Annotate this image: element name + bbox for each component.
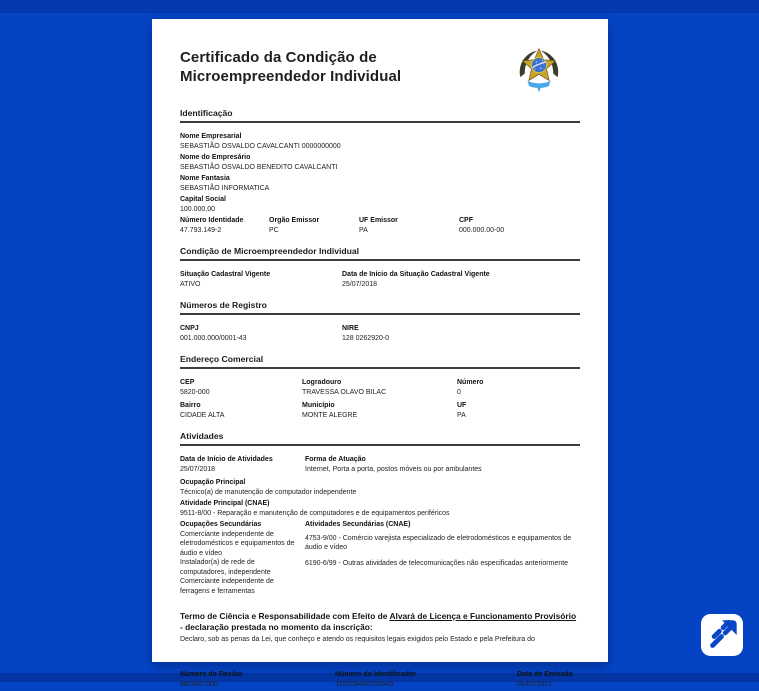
field-value: 01/01/2021	[517, 680, 553, 688]
field-value: 310209460156545	[335, 680, 394, 688]
field-value: 001.000.000/0001-43	[180, 334, 247, 342]
field-label: Ocupações Secundárias	[180, 521, 262, 528]
list-item: Instalador(a) de rede de computadores, independente	[180, 559, 271, 576]
page-title-line1: Certificado da Condição de	[180, 49, 377, 66]
termo-heading-prefix: Termo de Ciência e Responsabilidade com Efeito de	[180, 611, 390, 621]
field-label: Nome Fantasia	[180, 175, 230, 182]
list-item: 4753-9/00 - Comércio varejista especializado de eletrodomésticos e equipamentos de áudio e vídeo	[305, 534, 572, 551]
field-cpf	[459, 216, 580, 235]
field-value: 128 0262920-0	[342, 334, 390, 342]
termo-section	[180, 611, 580, 645]
field-value: 25/07/2018	[342, 280, 378, 288]
field-value: SEBASTIÃO OSVALDO CAVALCANTI 0000000000	[180, 142, 341, 150]
field-nome-fantasia	[180, 174, 580, 193]
section-header-atividades: Atividades	[180, 431, 580, 446]
field-data-emissao	[517, 670, 580, 689]
field-value: SEBASTIÃO INFORMATICA	[180, 184, 270, 192]
field-nome-empresarial	[180, 132, 580, 151]
field-cnpj	[180, 324, 342, 343]
field-uf-emissor	[359, 216, 459, 235]
section-header-numeros-registro: Números de Registro	[180, 300, 580, 315]
field-label: Orgão Emissor	[269, 217, 320, 224]
field-label: NIRE	[342, 325, 359, 332]
field-label: Atividade Principal (CNAE)	[180, 500, 270, 507]
field-value: Técnico(a) de manutenção de computador independente	[180, 488, 357, 496]
field-value: 000.000.00-00	[459, 226, 505, 234]
section-header-endereco: Endereço Comercial	[180, 354, 580, 369]
field-label: Número do Recibo	[180, 671, 243, 678]
list-item: Comerciante independente de eletrodomésticos e equipamentos de áudio e vídeo	[180, 530, 295, 557]
field-numero-identificador	[335, 670, 517, 689]
brazil-coat-of-arms-icon	[512, 46, 566, 99]
field-value: 9511-8/00 - Reparação e manutenção de computadores e de equipamentos periféricos	[180, 509, 450, 517]
atividades-secundarias-row	[180, 520, 580, 596]
field-municipio	[302, 401, 457, 420]
field-value: Internet, Porta a porta, postos móveis ou por ambulantes	[305, 465, 482, 473]
page-title-line2: Microempreendedor Individual	[180, 68, 402, 85]
endereco-row-1	[180, 378, 580, 399]
field-value: 100.000,00	[180, 205, 216, 213]
field-value: CIDADE ALTA	[180, 411, 225, 419]
field-label: Bairro	[180, 402, 201, 409]
field-label: Data de Início da Situação Cadastral Vigente	[342, 271, 490, 278]
field-label: CEP	[180, 379, 195, 386]
atividades-row-1	[180, 455, 580, 476]
field-label: Forma de Atuação	[305, 456, 366, 463]
field-label: Número do Identificador	[335, 671, 416, 678]
field-value: TRAVESSA OLAVO BILAC	[302, 388, 387, 396]
field-value: ME5667000	[180, 680, 218, 688]
field-value: 0	[457, 388, 461, 396]
field-value: ATIVO	[180, 280, 201, 288]
field-label: Município	[302, 402, 335, 409]
field-cep	[180, 378, 302, 397]
field-label: Data de Início de Atividades	[180, 456, 273, 463]
field-label: Ocupação Principal	[180, 479, 246, 486]
field-value: PA	[457, 411, 466, 419]
field-value: 5820-000	[180, 388, 210, 396]
field-uf	[457, 401, 580, 420]
document-header	[180, 48, 580, 99]
section-header-identificacao: Identificação	[180, 108, 580, 123]
field-data-inicio-atividades	[180, 455, 305, 474]
field-label: Data de Emissão	[517, 671, 574, 678]
field-numero-recibo	[180, 670, 335, 689]
endereco-row-2	[180, 401, 580, 422]
field-value: MONTE ALEGRE	[302, 411, 358, 419]
condicao-row	[180, 270, 580, 291]
brand-logo-icon	[701, 614, 743, 656]
field-label: Atividades Secundárias (CNAE)	[305, 521, 411, 528]
field-numero	[457, 378, 580, 397]
field-logradouro	[302, 378, 457, 397]
field-label: Logradouro	[302, 379, 342, 386]
field-ocupacao-principal	[180, 478, 580, 497]
termo-heading	[180, 611, 580, 633]
field-bairro	[180, 401, 302, 420]
field-value: PA	[359, 226, 368, 234]
termo-heading-suffix: - declaração prestada no momento da inscrição:	[180, 622, 373, 632]
footer-row	[180, 670, 580, 691]
atividades-secundarias-column	[305, 520, 580, 596]
field-label: CNPJ	[180, 325, 199, 332]
field-atividade-principal	[180, 499, 580, 518]
field-nome-empresario	[180, 153, 580, 172]
ocupacoes-secundarias-column	[180, 520, 295, 596]
field-label: UF Emissor	[359, 217, 398, 224]
field-label: Capital Social	[180, 196, 226, 203]
field-label: Nome do Empresário	[180, 154, 251, 161]
field-label: Número	[457, 379, 484, 386]
field-value: SEBASTIÃO OSVALDO BENEDITO CAVALCANTI	[180, 163, 338, 171]
field-label: Número Identidade	[180, 217, 244, 224]
termo-heading-underlined: Alvará de Licença e Funcionamento Provisório	[389, 611, 577, 621]
field-value: 25/07/2018	[180, 465, 216, 473]
page-title	[180, 48, 401, 86]
field-value: PC	[269, 226, 279, 234]
field-numero-identidade	[180, 216, 269, 235]
registro-row	[180, 324, 580, 345]
section-header-condicao: Condição de Microempreendedor Individual	[180, 246, 580, 261]
field-situacao-cadastral	[180, 270, 342, 289]
field-label: Nome Empresarial	[180, 133, 242, 140]
top-strip	[0, 0, 759, 13]
field-nire	[342, 324, 580, 343]
field-label: Situação Cadastral Vigente	[180, 271, 271, 278]
termo-declaracao: Declaro, sob as penas da Lei, que conheço e atendo os requisitos legais exigidos pelo Estado e pela Prefeitura do	[180, 636, 535, 643]
list-item: Comerciante independente de ferragens e ferramentas	[180, 578, 274, 595]
certificate-page	[152, 19, 608, 688]
list-item: 6190-6/99 - Outras atividades de telecomunicações não especificadas anteriormente	[305, 559, 569, 567]
identity-row	[180, 216, 580, 237]
field-label: CPF	[459, 217, 473, 224]
field-data-inicio-situacao	[342, 270, 580, 289]
field-orgao-emissor	[269, 216, 359, 235]
field-value: 47.793.149-2	[180, 226, 222, 234]
field-label: UF	[457, 402, 467, 409]
field-forma-atuacao	[305, 455, 580, 474]
field-capital-social	[180, 195, 580, 214]
